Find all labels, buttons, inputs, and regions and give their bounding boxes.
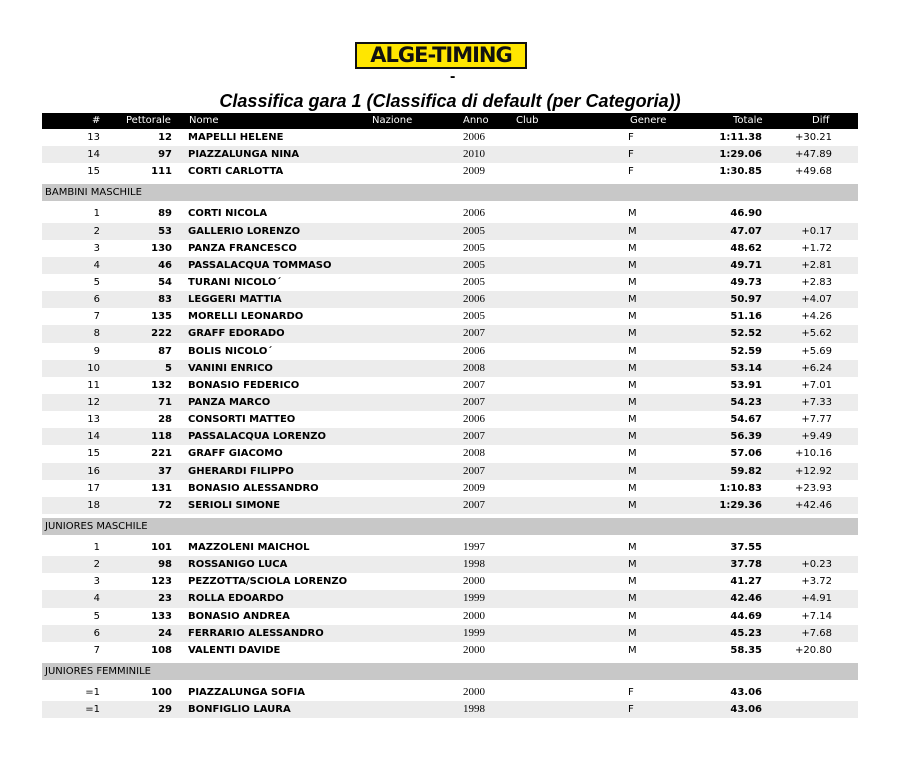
category-header: BAMBINI MASCHILE xyxy=(42,184,858,201)
cell-total: 37.55 xyxy=(730,541,762,553)
cell-bib: 54 xyxy=(158,276,172,288)
cell-pos: 14 xyxy=(87,149,100,161)
cell-diff: +49.68 xyxy=(794,166,832,178)
table-row xyxy=(42,480,858,497)
table-row xyxy=(42,205,858,222)
cell-pos: 1 xyxy=(93,208,100,220)
header-name: Nome xyxy=(189,115,219,126)
cell-diff: +9.49 xyxy=(801,431,832,443)
cell-year: 2007 xyxy=(463,430,485,443)
cell-total: 50.97 xyxy=(730,294,762,306)
cell-name: ROSSANIGO LUCA xyxy=(188,559,288,571)
cell-year: 2007 xyxy=(463,464,485,477)
cell-name: BONFIGLIO LAURA xyxy=(188,704,291,716)
cell-diff: +30.21 xyxy=(794,132,832,143)
cell-bib: 83 xyxy=(158,294,172,306)
cell-bib: 46 xyxy=(158,259,172,271)
cell-pos: 13 xyxy=(87,414,100,426)
header-total: Totale xyxy=(733,115,763,126)
cell-year: 2006 xyxy=(463,207,485,220)
table-row xyxy=(42,428,858,445)
cell-year: 2005 xyxy=(463,258,485,271)
cell-total: 59.82 xyxy=(730,465,762,477)
cell-bib: 28 xyxy=(158,414,172,426)
cell-gender: M xyxy=(628,396,637,408)
cell-gender: M xyxy=(628,345,637,357)
cell-diff: +4.26 xyxy=(801,311,832,323)
cell-year: 2006 xyxy=(463,293,485,306)
cell-name: CORTI NICOLA xyxy=(188,208,268,220)
cell-bib: 221 xyxy=(151,448,172,460)
cell-year: 2000 xyxy=(463,575,485,588)
cell-gender: M xyxy=(628,328,637,340)
table-row xyxy=(42,625,858,642)
table-row xyxy=(42,325,858,342)
cell-bib: 37 xyxy=(158,465,172,477)
cell-total: 54.23 xyxy=(730,396,762,408)
cell-diff: +0.17 xyxy=(801,225,832,237)
cell-pos: 15 xyxy=(87,448,100,460)
cell-year: 2007 xyxy=(463,378,485,391)
cell-diff: +5.69 xyxy=(801,345,832,357)
cell-name: PANZA MARCO xyxy=(188,396,271,408)
table-row xyxy=(42,394,858,411)
table-row xyxy=(42,223,858,240)
cell-gender: M xyxy=(628,276,637,288)
cell-name: LEGGERI MATTIA xyxy=(188,294,282,306)
cell-gender: M xyxy=(628,541,637,553)
cell-total: 45.23 xyxy=(730,627,762,639)
cell-pos: 9 xyxy=(93,345,100,357)
cell-year: 1998 xyxy=(463,558,485,571)
cell-gender: M xyxy=(628,208,637,220)
cell-gender: M xyxy=(628,499,637,511)
cell-pos: 2 xyxy=(93,225,100,237)
header-gender: Genere xyxy=(630,115,667,126)
cell-pos: 14 xyxy=(87,431,100,443)
cell-gender: M xyxy=(628,379,637,391)
cell-bib: 53 xyxy=(158,225,172,237)
cell-pos: 17 xyxy=(87,482,100,494)
table-row xyxy=(42,274,858,291)
cell-diff: +7.01 xyxy=(801,379,832,391)
cell-gender: M xyxy=(628,465,637,477)
page-title: Classifica gara 1 (Classifica di default (per Categoria)) xyxy=(219,91,681,111)
cell-bib: 222 xyxy=(151,328,172,340)
cell-total: 46.90 xyxy=(730,208,762,220)
cell-total: 48.62 xyxy=(730,242,762,254)
cell-total: 43.06 xyxy=(730,686,762,698)
cell-name: PANZA FRANCESCO xyxy=(188,242,297,254)
cell-year: 1997 xyxy=(463,540,485,553)
cell-name: MAPELLI HELENE xyxy=(188,132,284,143)
cell-total: 1:30.85 xyxy=(719,166,762,178)
cell-name: MAZZOLENI MAICHOL xyxy=(188,541,310,553)
cell-diff: +10.16 xyxy=(794,448,832,460)
cell-diff: +47.89 xyxy=(794,149,832,161)
cell-gender: M xyxy=(628,294,637,306)
cell-diff: +7.77 xyxy=(801,414,832,426)
cell-total: 43.06 xyxy=(730,704,762,716)
cell-pos: 7 xyxy=(93,311,100,323)
cell-year: 2008 xyxy=(463,361,485,374)
cell-name: PEZZOTTA/SCIOLA LORENZO xyxy=(188,576,348,588)
cell-gender: M xyxy=(628,576,637,588)
cell-bib: 97 xyxy=(158,149,172,161)
category-header: JUNIORES MASCHILE xyxy=(42,518,858,535)
table-row xyxy=(42,291,858,308)
table-row xyxy=(42,343,858,360)
cell-total: 37.78 xyxy=(730,559,762,571)
header-year: Anno xyxy=(463,115,489,126)
table-row xyxy=(42,556,858,573)
cell-diff: +4.91 xyxy=(801,593,832,605)
cell-name: ROLLA EDOARDO xyxy=(188,593,284,605)
cell-gender: M xyxy=(628,242,637,254)
cell-year: 2005 xyxy=(463,224,485,237)
cell-gender: M xyxy=(628,414,637,426)
cell-total: 56.39 xyxy=(730,431,762,443)
cell-gender: F xyxy=(628,686,634,698)
cell-total: 49.71 xyxy=(730,259,762,271)
cell-bib: 111 xyxy=(151,166,172,178)
cell-diff: +1.72 xyxy=(801,242,832,254)
cell-bib: 71 xyxy=(158,396,172,408)
results-table xyxy=(42,113,858,718)
cell-bib: 12 xyxy=(158,132,172,143)
cell-diff: +23.93 xyxy=(794,482,832,494)
header-club: Club xyxy=(516,115,539,126)
cell-year: 2007 xyxy=(463,395,485,408)
table-row xyxy=(42,684,858,701)
table-row xyxy=(42,377,858,394)
cell-pos: 6 xyxy=(93,294,100,306)
cell-gender: M xyxy=(628,610,637,622)
table-row xyxy=(42,701,858,718)
cell-year: 2000 xyxy=(463,643,485,656)
cell-total: 57.06 xyxy=(730,448,762,460)
cell-bib: 5 xyxy=(165,362,172,374)
cell-bib: 89 xyxy=(158,208,172,220)
cell-bib: 100 xyxy=(151,686,172,698)
cell-diff: +20.80 xyxy=(794,644,832,656)
cell-name: TURANI NICOLO´ xyxy=(188,276,282,288)
cell-gender: M xyxy=(628,431,637,443)
cell-bib: 98 xyxy=(158,559,172,571)
cell-name: MORELLI LEONARDO xyxy=(188,311,304,323)
cell-pos: 4 xyxy=(93,259,100,271)
table-row xyxy=(42,308,858,325)
cell-diff: +2.83 xyxy=(801,276,832,288)
subtitle-dash: - xyxy=(450,68,456,85)
header-pos: # xyxy=(92,115,101,126)
table-row xyxy=(42,257,858,274)
header-diff: Diff xyxy=(812,115,830,126)
cell-gender: F xyxy=(628,166,634,178)
cell-diff: +7.68 xyxy=(801,627,832,639)
cell-pos: 12 xyxy=(87,396,100,408)
cell-bib: 72 xyxy=(158,499,172,511)
cell-name: BOLIS NICOLO´ xyxy=(188,345,273,357)
cell-pos: =1 xyxy=(85,704,100,716)
cell-total: 44.69 xyxy=(730,610,762,622)
cell-name: VANINI ENRICO xyxy=(188,362,273,374)
table-row xyxy=(42,445,858,462)
cell-year: 2009 xyxy=(463,165,485,178)
cell-bib: 87 xyxy=(158,345,172,357)
cell-name: VALENTI DAVIDE xyxy=(188,644,281,656)
cell-year: 2000 xyxy=(463,685,485,698)
cell-year: 1999 xyxy=(463,592,485,605)
cell-pos: 3 xyxy=(93,576,100,588)
cell-bib: 135 xyxy=(151,311,172,323)
header-nation: Nazione xyxy=(372,115,413,126)
cell-year: 2008 xyxy=(463,447,485,460)
cell-gender: M xyxy=(628,593,637,605)
cell-name: SERIOLI SIMONE xyxy=(188,499,281,511)
logo-text: ALGE-TIMING xyxy=(370,43,512,67)
cell-bib: 132 xyxy=(151,379,172,391)
cell-gender: M xyxy=(628,311,637,323)
cell-name: CORTI CARLOTTA xyxy=(188,166,284,178)
table-row xyxy=(42,146,858,163)
table-row xyxy=(42,573,858,590)
cell-total: 47.07 xyxy=(730,225,762,237)
cell-year: 2005 xyxy=(463,275,485,288)
cell-pos: 4 xyxy=(93,593,100,605)
cell-pos: 16 xyxy=(87,465,100,477)
cell-diff: +7.14 xyxy=(801,610,832,622)
cell-gender: F xyxy=(628,704,634,716)
cell-bib: 133 xyxy=(151,610,172,622)
cell-gender: M xyxy=(628,559,637,571)
cell-total: 52.52 xyxy=(730,328,762,340)
cell-pos: 10 xyxy=(87,362,100,374)
cell-total: 52.59 xyxy=(730,345,762,357)
cell-name: BONASIO FEDERICO xyxy=(188,379,300,391)
table-body xyxy=(42,129,858,718)
cell-pos: 2 xyxy=(93,559,100,571)
cell-pos: 18 xyxy=(87,499,100,511)
cell-total: 41.27 xyxy=(730,576,762,588)
cell-diff: +2.81 xyxy=(801,259,832,271)
cell-gender: M xyxy=(628,482,637,494)
cell-diff: +5.62 xyxy=(801,328,832,340)
cell-year: 2007 xyxy=(463,327,485,340)
cell-year: 2005 xyxy=(463,310,485,323)
cell-bib: 131 xyxy=(151,482,172,494)
cell-pos: 13 xyxy=(87,132,100,143)
cell-diff: +7.33 xyxy=(801,396,832,408)
alge-timing-logo xyxy=(355,42,527,69)
cell-gender: F xyxy=(628,149,634,161)
cell-pos: 5 xyxy=(93,276,100,288)
cell-year: 2007 xyxy=(463,498,485,511)
cell-diff: +3.72 xyxy=(801,576,832,588)
table-row xyxy=(42,411,858,428)
cell-year: 2006 xyxy=(463,344,485,357)
cell-gender: M xyxy=(628,362,637,374)
cell-name: CONSORTI MATTEO xyxy=(188,414,296,426)
cell-pos: 6 xyxy=(93,627,100,639)
cell-name: BONASIO ALESSANDRO xyxy=(188,482,319,494)
cell-total: 1:29.06 xyxy=(719,149,762,161)
cell-name: BONASIO ANDREA xyxy=(188,610,290,622)
table-row xyxy=(42,497,858,514)
table-row xyxy=(42,539,858,556)
cell-name: GRAFF GIACOMO xyxy=(188,448,283,460)
cell-total: 1:10.83 xyxy=(719,482,762,494)
cell-gender: F xyxy=(628,132,634,143)
cell-pos: 1 xyxy=(93,541,100,553)
cell-diff: +0.23 xyxy=(801,559,832,571)
table-row xyxy=(42,129,858,146)
cell-year: 2009 xyxy=(463,481,485,494)
cell-gender: M xyxy=(628,259,637,271)
cell-name: GRAFF EDORADO xyxy=(188,328,285,340)
cell-gender: M xyxy=(628,627,637,639)
table-row xyxy=(42,642,858,659)
cell-bib: 23 xyxy=(158,593,172,605)
cell-name: FERRARIO ALESSANDRO xyxy=(188,627,324,639)
cell-total: 58.35 xyxy=(730,644,762,656)
cell-bib: 101 xyxy=(151,541,172,553)
cell-total: 49.73 xyxy=(730,276,762,288)
cell-name: PIAZZALUNGA NINA xyxy=(188,149,300,161)
cell-total: 54.67 xyxy=(730,414,762,426)
cell-year: 2010 xyxy=(463,148,485,161)
category-header: JUNIORES FEMMINILE xyxy=(42,663,858,680)
table-row xyxy=(42,163,858,180)
cell-gender: M xyxy=(628,225,637,237)
header-bib: Pettorale xyxy=(126,115,171,126)
cell-year: 2006 xyxy=(463,413,485,426)
cell-bib: 24 xyxy=(158,627,172,639)
cell-total: 1:11.38 xyxy=(719,132,762,143)
cell-name: GALLERIO LORENZO xyxy=(188,225,301,237)
cell-total: 42.46 xyxy=(730,593,762,605)
cell-total: 53.91 xyxy=(730,379,762,391)
cell-pos: 11 xyxy=(87,379,100,391)
cell-name: GHERARDI FILIPPO xyxy=(188,465,294,477)
cell-diff: +6.24 xyxy=(801,362,832,374)
cell-bib: 108 xyxy=(151,644,172,656)
cell-name: PASSALACQUA TOMMASO xyxy=(188,259,332,271)
table-row xyxy=(42,463,858,480)
cell-gender: M xyxy=(628,448,637,460)
table-row xyxy=(42,360,858,377)
cell-bib: 29 xyxy=(158,704,172,716)
cell-name: PASSALACQUA LORENZO xyxy=(188,431,326,443)
cell-total: 51.16 xyxy=(730,311,762,323)
cell-pos: =1 xyxy=(85,686,100,698)
cell-bib: 118 xyxy=(151,431,172,443)
cell-year: 1998 xyxy=(463,703,485,716)
cell-pos: 3 xyxy=(93,242,100,254)
cell-year: 2006 xyxy=(463,131,485,143)
cell-bib: 130 xyxy=(151,242,172,254)
cell-bib: 123 xyxy=(151,576,172,588)
cell-total: 53.14 xyxy=(730,362,762,374)
cell-year: 2005 xyxy=(463,241,485,254)
cell-name: PIAZZALUNGA SOFIA xyxy=(188,686,305,698)
table-row xyxy=(42,608,858,625)
cell-pos: 5 xyxy=(93,610,100,622)
cell-pos: 15 xyxy=(87,166,100,178)
table-row xyxy=(42,590,858,607)
cell-diff: +12.92 xyxy=(794,465,832,477)
cell-diff: +4.07 xyxy=(801,294,832,306)
table-row xyxy=(42,240,858,257)
cell-diff: +42.46 xyxy=(794,499,832,511)
cell-year: 1999 xyxy=(463,626,485,639)
cell-pos: 7 xyxy=(93,644,100,656)
cell-pos: 8 xyxy=(93,328,100,340)
table-header xyxy=(42,113,858,129)
cell-total: 1:29.36 xyxy=(719,499,762,511)
cell-year: 2000 xyxy=(463,609,485,622)
cell-gender: M xyxy=(628,644,637,656)
